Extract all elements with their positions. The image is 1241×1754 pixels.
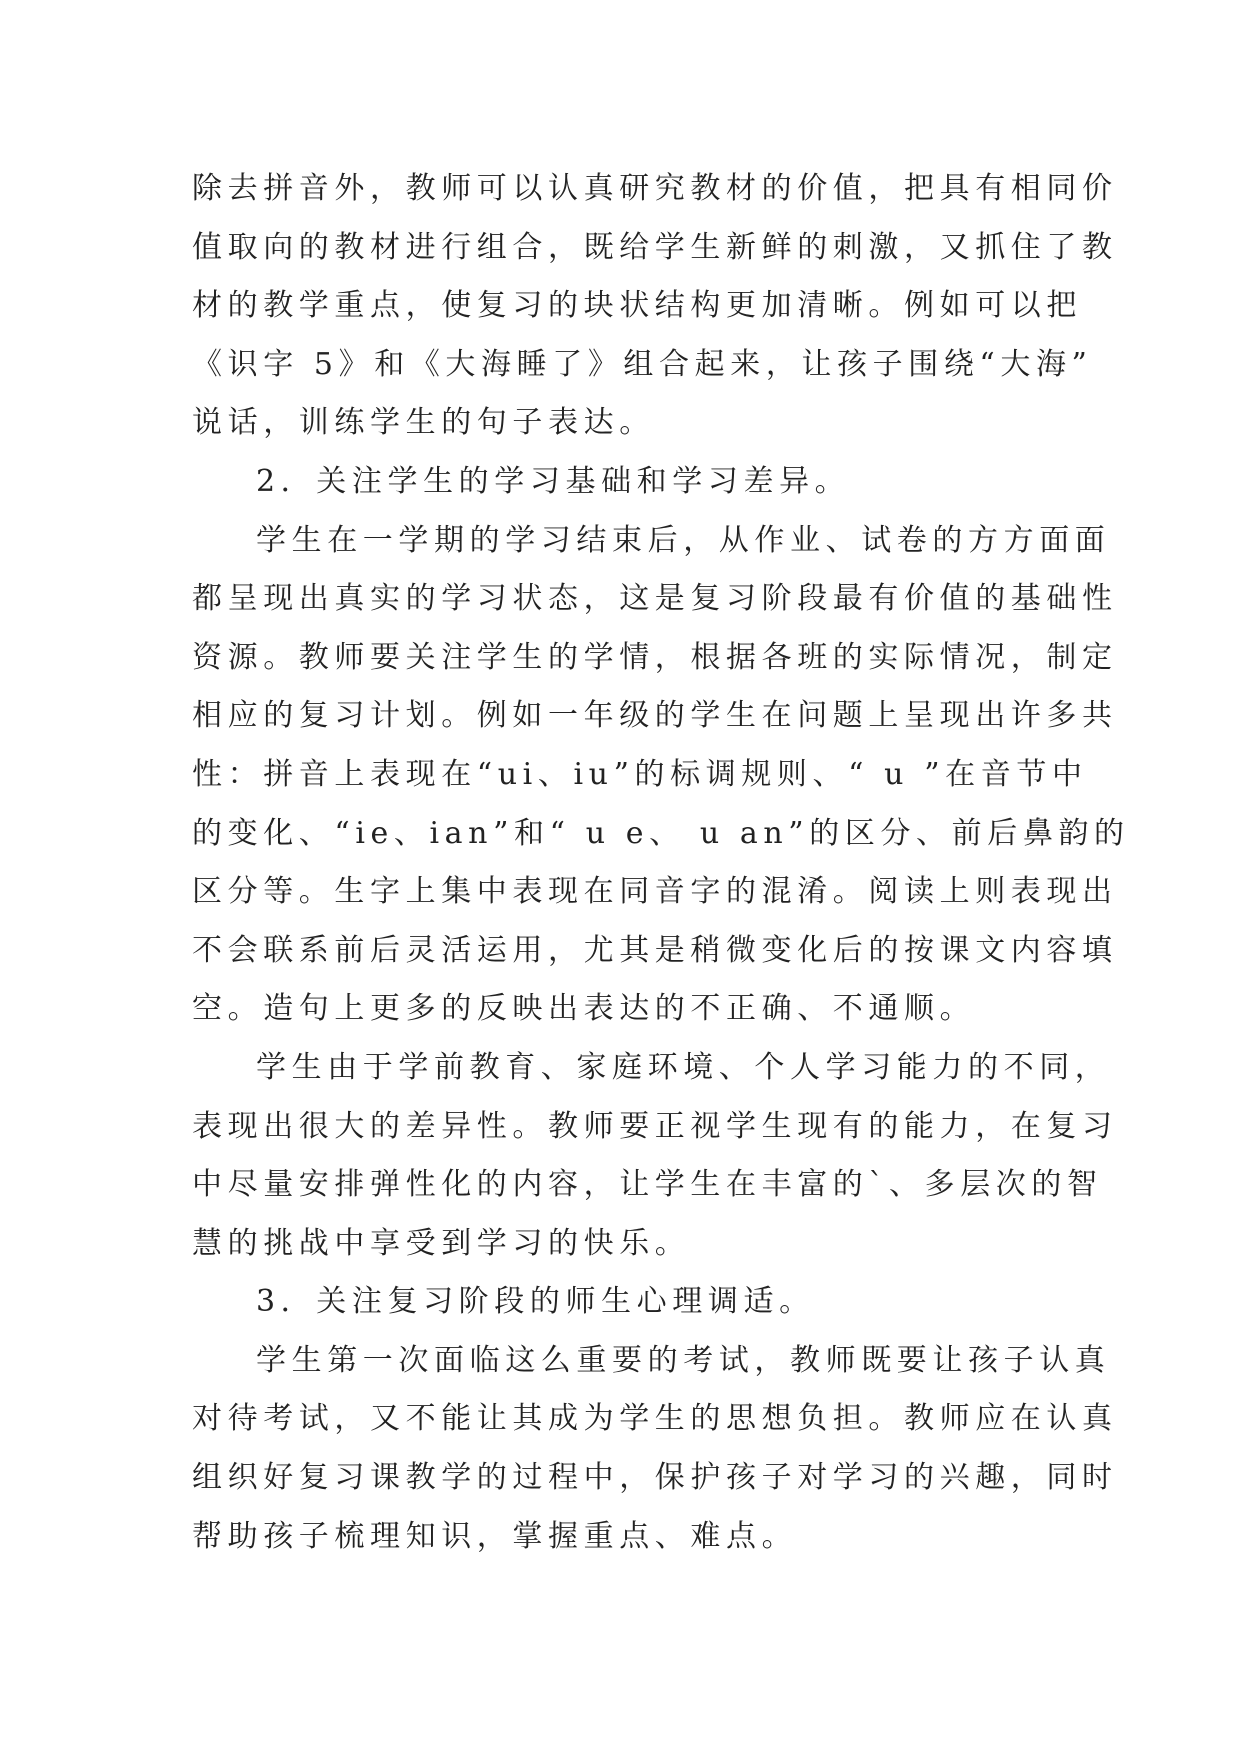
document-body [192, 160, 1130, 1566]
text-line: 学生第一次面临这么重要的考试，教师既要让孩子认真 [256, 1342, 1111, 1378]
text-line: 不会联系前后灵活运用，尤其是稍微变化后的按课文内容填 [192, 932, 1118, 968]
text-line: 值取向的教材进行组合，既给学生新鲜的刺激，又抓住了教 [192, 229, 1118, 265]
text-line: 组织好复习课教学的过程中，保护孩子对学习的兴趣，同时 [192, 1460, 1118, 1496]
text-line: 材的教学重点，使复习的块状结构更加清晰。例如可以把 [192, 288, 1082, 324]
text-line: 学生由于学前教育、家庭环境、个人学习能力的不同， [256, 1049, 1111, 1085]
section-heading-3: 3．关注复习阶段的师生心理调适。 [256, 1284, 815, 1320]
text-line: 《识字 5》和《大海睡了》组合起来，让孩子围绕“大海” [192, 346, 1093, 382]
text-line: 中尽量安排弹性化的内容，让学生在丰富的`、多层次的智 [192, 1167, 1103, 1203]
text-line: 对待考试，又不能让其成为学生的思想负担。教师应在认真 [192, 1401, 1118, 1437]
text-line: 都呈现出真实的学习状态，这是复习阶段最有价值的基础性 [192, 581, 1118, 617]
section-heading-2: 2．关注学生的学习基础和学习差异。 [256, 463, 851, 499]
text-line: 空。造句上更多的反映出表达的不正确、不通顺。 [192, 991, 976, 1027]
text-line: 性：拼音上表现在“ui、iu”的标调规则、“ u ”在音节中 [192, 756, 1088, 792]
text-line: 说话，训练学生的句子表达。 [192, 405, 655, 441]
text-line: 的变化、“ie、ian”和“ u e、 u an”的区分、前后鼻韵的 [192, 815, 1130, 851]
text-line: 区分等。生字上集中表现在同音字的混淆。阅读上则表现出 [192, 874, 1118, 910]
text-line: 表现出很大的差异性。教师要正视学生现有的能力，在复习 [192, 1108, 1118, 1144]
text-line: 帮助孩子梳理知识，掌握重点、难点。 [192, 1518, 798, 1554]
text-line: 除去拼音外，教师可以认真研究教材的价值，把具有相同价 [192, 171, 1118, 206]
text-line: 相应的复习计划。例如一年级的学生在问题上呈现出许多共 [192, 698, 1118, 734]
text-line: 资源。教师要关注学生的学情，根据各班的实际情况，制定 [192, 639, 1118, 675]
text-line: 慧的挑战中享受到学习的快乐。 [192, 1225, 691, 1261]
text-line: 学生在一学期的学习结束后，从作业、试卷的方方面面 [256, 522, 1111, 558]
